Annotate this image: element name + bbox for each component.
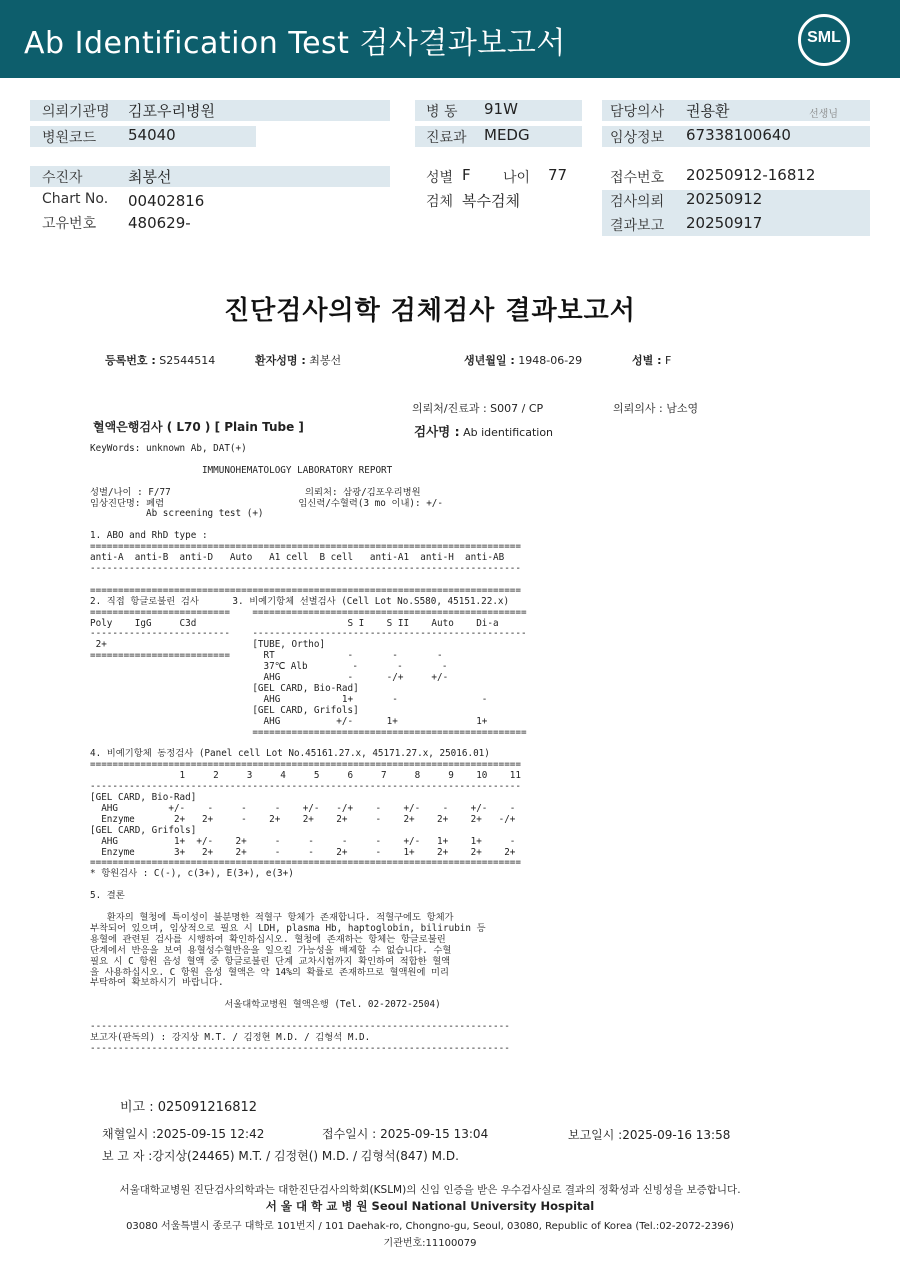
specimen-value: 복수검체 bbox=[462, 192, 520, 210]
header-bar bbox=[0, 0, 900, 78]
id-label: 고유번호 bbox=[42, 216, 97, 232]
received-value: 2025-09-15 13:04 bbox=[380, 1127, 489, 1141]
document-title: 진단검사의학 검체검사 결과보고서 bbox=[224, 296, 636, 326]
request-value: 20250912 bbox=[686, 190, 763, 208]
age-value: 77 bbox=[548, 166, 568, 184]
id-value: 480629- bbox=[128, 214, 191, 232]
doctor-label: 담당의사 bbox=[610, 104, 665, 120]
name-bar bbox=[30, 166, 390, 187]
name-label: 수진자 bbox=[42, 170, 83, 186]
reporter-value: 강지상(24465) M.T. / 김정현() M.D. / 김형석(847) M.D. bbox=[152, 1149, 459, 1163]
pname-value: 최봉선 bbox=[309, 354, 342, 367]
note-value: 025091216812 bbox=[157, 1100, 258, 1115]
age-label: 나이 bbox=[503, 170, 531, 186]
clinical-label: 임상정보 bbox=[610, 130, 665, 146]
reg-value: S2544514 bbox=[159, 354, 216, 367]
reporter-label: 보 고 자 : bbox=[102, 1149, 153, 1163]
request-label: 검사의뢰 bbox=[610, 194, 665, 210]
received-label: 접수일시 : bbox=[322, 1127, 377, 1141]
institution-label: 의뢰기관명 bbox=[42, 104, 110, 120]
receipt-value: 20250912-16812 bbox=[686, 166, 816, 184]
code-label: 병원코드 bbox=[42, 130, 97, 146]
ward-value: 91W bbox=[484, 100, 518, 118]
doctor-suffix: 선생님 bbox=[809, 109, 838, 120]
doc-sex-label: 성별 : bbox=[632, 354, 662, 367]
dept-label: 진료과 bbox=[426, 130, 467, 146]
hospital-address: 03080 서울특별시 종로구 대학로 101번지 / 101 Daehak-ro, Chongno-gu, Seoul, 03080, Republic of Korea (Tel.:02-2072-2396) bbox=[126, 1221, 734, 1232]
code-value: 54040 bbox=[128, 126, 176, 144]
chart-label: Chart No. bbox=[42, 191, 109, 207]
report-title: Ab Identification Test 검사결과보고서 bbox=[24, 26, 566, 61]
reg-label: 등록번호 : bbox=[105, 354, 156, 367]
chart-value: 00402816 bbox=[128, 192, 205, 210]
reported-value: 2025-09-16 13:58 bbox=[622, 1128, 731, 1142]
ward-label: 병 동 bbox=[426, 104, 458, 120]
collected-label: 채혈일시 : bbox=[102, 1127, 157, 1141]
requesting-doctor: 의뢰의사 : 남소영 bbox=[613, 402, 699, 415]
clinical-value: 67338100640 bbox=[686, 126, 791, 144]
note-label: 비고 : bbox=[120, 1100, 154, 1115]
dept-value: MEDG bbox=[484, 126, 530, 144]
collected-value: 2025-09-15 12:42 bbox=[156, 1127, 265, 1141]
test-name-value: Ab identification bbox=[463, 426, 554, 439]
certification-text: 서울대학교병원 진단검사의학과는 대한진단검사의학회(KSLM)의 신임 인증을 받은 우수검사실로 결과의 정확성과 신빙성을 보증합니다. bbox=[119, 1184, 741, 1196]
specimen-label: 검체 bbox=[426, 194, 454, 210]
reported-label: 보고일시 : bbox=[568, 1128, 623, 1142]
name-value: 최봉선 bbox=[128, 168, 172, 186]
report-date-value: 20250917 bbox=[686, 214, 763, 232]
doctor-value: 권용환 bbox=[686, 102, 730, 120]
report-date-label: 결과보고 bbox=[610, 218, 665, 234]
hospital-name: 서 울 대 학 교 병 원 Seoul National University Hospital bbox=[265, 1199, 595, 1213]
sml-logo bbox=[798, 14, 850, 66]
receipt-label: 접수번호 bbox=[610, 170, 665, 186]
lab-report-text: KeyWords: unknown Ab, DAT(+) IMMUNOHEMATOLOGY LABORATORY REPORT 성별/나이 : F/77 의뢰처: 삼광/김포우리병원 임상진단명: 폐렴 임신력/수혈력(3 mo 이내): +/- Ab screening test (+) 1. ABO and RhD type : ============================================================================= anti-A anti-B anti-D Auto A1 cell B cell anti-A1 anti-H anti-AB ----------------------------------------------------------------------------- ============================================================================= 2. 직접 항글로불린 검사 3. 비예기항체 선별검사 (Cell Lot No.S580, 45151.22.x) ========================= ================================================= Poly IgG C3d S I S II Auto Di-a ------------------------- ------------------------------------------------- 2+ [TUBE, Ortho] ========================= RT - - - 37℃ Alb - - - AHG - -/+ +/- [GEL CARD, Bio-Rad] AHG 1+ - - [GEL CARD, Grifols] AHG +/- 1+ 1+ ================================================= 4. 비예기항체 동정검사 (Panel cell Lot No.45161.27.x, 45171.27.x, 25016.01) ============================================================================= 1 2 3 4 5 6 7 8 9 10 11 ----------------------------------------------------------------------------- [GEL CARD, Bio-Rad] AHG +/- - - - +/- -/+ - +/- - +/- - Enzyme 2+ 2+ - 2+ 2+ 2+ - 2+ 2+ 2+ -/+ [GEL CARD, Grifols] AHG 1+ +/- 2+ - - - - +/- 1+ 1+ - Enzyme 3+ 2+ 2+ - - 2+ - 1+ 2+ 2+ 2+ ============================================================================= * 항원검사 : C(-), c(3+), E(3+), e(3+) 5. 결론 환자의 혈청에 특이성이 불분명한 적혈구 항체가 존재합니다. 적혈구에도 항체가 부착되어 있으며, 임상적으로 필요 시 LDH, plasma Hb, haptoglobin, bilirubin 등 용혈에 관련된 검사를 시행하여 확인하십시오. 혈청에 존재하는 항체는 항글로불린 단계에서 반응을 보여 용혈성수혈반응을 일으킬 가능성을 배제할 수 없습니다. 수혈 필요 시 C 항원 음성 혈액 중 항글로불린 단계 교차시험까지 확인하여 적합한 혈액 을 사용하십시오. C 항원 음성 혈액은 약 14%의 확률로 존재하므로 혈액원에 미리 부탁하여 확보하시기 바랍니다. 서울대학교병원 혈액은행 (Tel. 02-2072-2504) --------------------------------------------------------------------------- 보고자(판독의) : 강지상 M.T. / 김정현 M.D. / 김형석 M.D. --------------------------------------------------------------------------- bbox=[90, 443, 527, 1054]
dob-value: 1948-06-29 bbox=[518, 354, 583, 367]
dob-label: 생년월일 : bbox=[464, 354, 515, 367]
sex-label: 성별 bbox=[426, 170, 454, 186]
test-name-label: 검사명 : bbox=[414, 424, 460, 439]
requester: 의뢰처/진료과 : S007 / CP bbox=[412, 402, 544, 415]
pname-label: 환자성명 : bbox=[255, 354, 306, 367]
doc-sex-value: F bbox=[664, 354, 672, 367]
test-group: 혈액은행검사 ( L70 ) [ Plain Tube ] bbox=[93, 420, 304, 434]
institution-value: 김포우리병원 bbox=[128, 102, 215, 120]
sex-value: F bbox=[462, 166, 471, 184]
organization-number: 기관번호:11100079 bbox=[383, 1238, 477, 1249]
logo-text: SML bbox=[807, 29, 841, 46]
